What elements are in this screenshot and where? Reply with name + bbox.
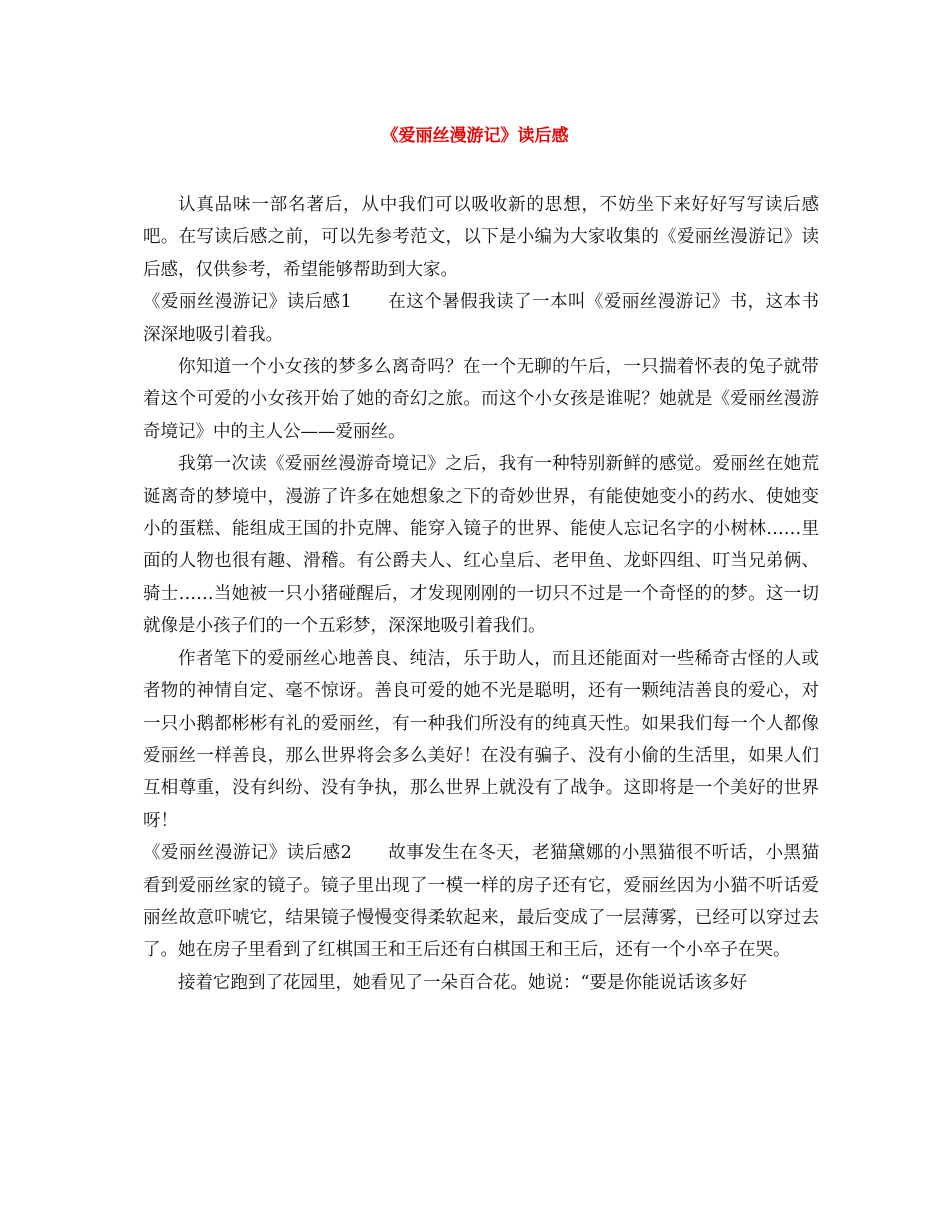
section-2-heading: 《爱丽丝漫游记》读后感2 xyxy=(143,843,352,864)
section-1 xyxy=(143,286,819,351)
section-2-paragraph: 接着它跑到了花园里，她看见了一朵百合花。她说：“要是你能说话该多好 xyxy=(178,972,747,993)
document-body xyxy=(143,189,819,999)
section-1-paragraph: 作者笔下的爱丽丝心地善良、纯洁，乐于助人，而且还能面对一些稀奇古怪的人或者物的神情自定、毫不惊讶。善良可爱的她不光是聪明，还有一颗纯洁善良的爱心，对一只小鹅都彬彬有礼的爱丽丝，有一种我们所没有的纯真天性。如果我们每一个人都像爱丽丝一样善良，那么世界将会多么美好！在没有骗子、没有小偷的生活里，如果人们互相尊重，没有纠纷、没有争执，那么世界上就没有了战争。这即将是一个美好的世界呀！ xyxy=(143,648,819,831)
intro-paragraph: 认真品味一部名著后，从中我们可以吸收新的思想，不妨坐下来好好写写读后感吧。在写读后感之前，可以先参考范文，以下是小编为大家收集的《爱丽丝漫游记》读后感，仅供参考，希望能够帮助到大家。 xyxy=(143,195,819,280)
document-title: 《爱丽丝漫游记》读后感 xyxy=(381,126,569,146)
section-1-paragraph: 你知道一个小女孩的梦多么离奇吗？在一个无聊的午后，一只揣着怀表的兔子就带着这个可爱的小女孩开始了她的奇幻之旅。而这个小女孩是谁呢？她就是《爱丽丝漫游奇境记》中的主人公——爱丽丝。 xyxy=(143,357,819,442)
section-2-lead: 故事发生在冬天，老猫黛娜的小黑猫很不听话，小黑猫看到爱丽丝家的镜子。镜子里出现了一模一样的房子还有它，爱丽丝因为小猫不听话爱丽丝故意吓唬它，结果镜子慢慢变得柔软起来，最后变成了一层薄雾，已经可以穿过去了。她在房子里看到了红棋国王和王后还有白棋国王和王后，还有一个小卒子在哭。 xyxy=(143,843,819,961)
section-1-paragraph: 我第一次读《爱丽丝漫游奇境记》之后，我有一种特别新鲜的感觉。爱丽丝在她荒诞离奇的梦境中，漫游了许多在她想象之下的奇妙世界，有能使她变小的药水、使她变小的蛋糕、能组成王国的扑克牌、能穿入镜子的世界、能使人忘记名字的小树林……里面的人物也很有趣、滑稽。有公爵夫人、红心皇后、老甲鱼、龙虾四组、叮当兄弟俩、骑士……当她被一只小猪碰醒后，才发现刚刚的一切只不过是一个奇怪的的梦。这一切就像是小孩子们的一个五彩梦，深深地吸引着我们。 xyxy=(143,454,819,637)
section-2 xyxy=(143,837,819,967)
section-1-heading: 《爱丽丝漫游记》读后感1 xyxy=(143,292,352,313)
section-1-lead: 在这个暑假我读了一本叫《爱丽丝漫游记》书，这本书深深地吸引着我。 xyxy=(143,292,819,345)
